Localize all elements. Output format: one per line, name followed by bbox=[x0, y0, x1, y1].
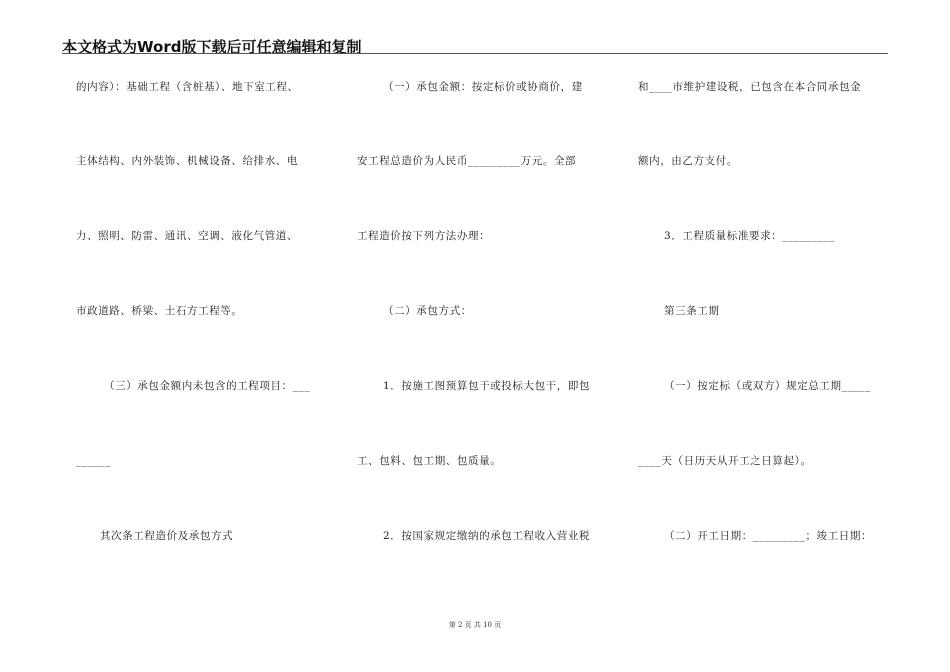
column-3-line-4: 第三条工期 bbox=[664, 305, 720, 317]
document-header-title: 本文格式为Word版下载后可任意编辑和复制 bbox=[62, 38, 362, 56]
column-1-line-5: （三）承包金额内未包含的工程项目：___ bbox=[104, 380, 311, 392]
column-2-line-3: 工程造价按下列方法办理： bbox=[357, 230, 491, 242]
column-1-line-6: ______ bbox=[76, 455, 112, 467]
header-divider bbox=[62, 53, 888, 54]
column-1-line-1: 的内容）：基础工程（含桩基）、地下室工程、 bbox=[76, 81, 299, 93]
column-2-line-6: 工、包料、包工期、包质量。 bbox=[357, 455, 502, 467]
column-1-line-3: 力、照明、防雷、通讯、空调、液化气管道、 bbox=[76, 230, 298, 242]
column-2-line-2: 安工程总造价为人民币_________万元。全部 bbox=[357, 155, 577, 167]
column-3-line-7: （二）开工日期：_________；竣工日期： bbox=[664, 530, 873, 542]
column-1-line-2: 主体结构、内外装饰、机械设备、给排水、电 bbox=[76, 155, 298, 167]
column-2-line-7: 2．按国家规定缴纳的承包工程收入营业税 bbox=[383, 530, 591, 542]
column-3-line-1: 和____市维护建设税，已包含在本合同承包金 bbox=[638, 81, 862, 93]
column-3-line-2: 额内，由乙方支付。 bbox=[638, 155, 738, 167]
column-2-line-1: （一）承包金额：按定标价或协商价，建 bbox=[383, 81, 583, 93]
column-2-line-5: 1．按施工图预算包干或投标大包干，即包 bbox=[383, 380, 591, 392]
column-3-line-3: 3．工程质量标准要求：_________ bbox=[664, 230, 835, 242]
column-1-line-7: 其次条工程造价及承包方式 bbox=[100, 530, 234, 542]
column-3-line-5: （一）按定标（或双方）规定总工期_____ bbox=[664, 380, 871, 392]
column-1-line-4: 市政道路、桥梁、土石方工程等。 bbox=[76, 305, 243, 317]
page-number-footer: 第 2 页 共 10 页 bbox=[448, 621, 502, 629]
column-3-line-6: ____天（日历天从开工之日算起）。 bbox=[638, 455, 812, 467]
column-2-line-4: （二）承包方式： bbox=[383, 305, 472, 317]
